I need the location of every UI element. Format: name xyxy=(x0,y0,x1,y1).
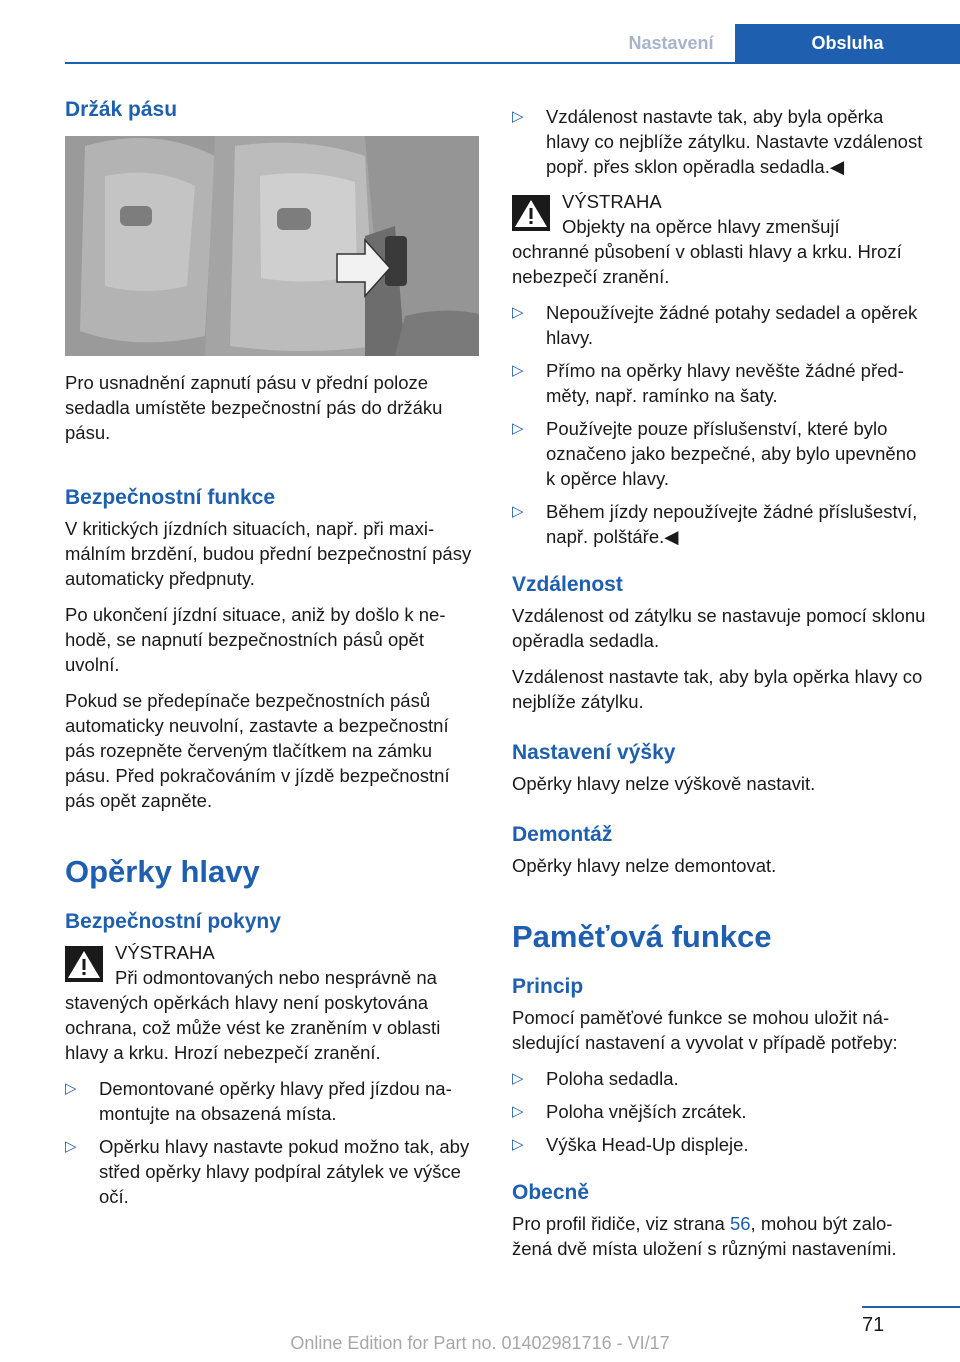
warning-block xyxy=(65,940,479,1065)
heading-distance: Vzdálenost xyxy=(512,573,623,596)
seat-belt-holder-image xyxy=(65,136,479,356)
list-item xyxy=(512,499,926,549)
paragraph-distance-2: Vzdálenost nastavte tak, aby byla opěrka hlavy co nejblíže zátylku. xyxy=(512,666,923,712)
list-item xyxy=(65,1076,479,1126)
warning-text: ochranné působení v oblasti hlavy a krku. Hrozí nebezpečí zranění. xyxy=(512,241,902,287)
heading-safety-instructions: Bezpečnostní pokyny xyxy=(65,910,281,933)
list-item-text: Přímo na opěrky hlavy nevěšte žádné předměty, např. ramínko na šaty. xyxy=(546,360,904,406)
list-item-text: Během jízdy nepoužívejte žádné příslušeství, např. polštáře.◀ xyxy=(546,501,918,547)
paragraph-safety-3: Pokud se předepínače bezpečnostních pásů automaticky neuvolní, zastavte a bezpečnostní pás rozepněte červeným tlačítkem na zámku pásu. Před pokračováním v jízdě bezpečnostní pás opět zapněte. xyxy=(65,690,450,811)
warning-text: stavených opěrkách hlavy není poskytována ochrana, což může vést ke zraněním v oblasti hlavy a krku. Hrozí nebezpečí zranění. xyxy=(65,992,441,1063)
warning-block xyxy=(512,189,926,289)
edition-footer: Online Edition for Part no. 01402981716 - VI/17 xyxy=(290,1333,670,1353)
heading-removal: Demontáž xyxy=(512,823,613,846)
list-item-text: Poloha sedadla. xyxy=(546,1068,679,1089)
paragraph-removal: Opěrky hlavy nelze demontovat. xyxy=(512,855,777,876)
triangle-bullet-icon: ▷ xyxy=(65,1080,77,1097)
header-rule xyxy=(65,62,960,64)
warning-icon xyxy=(512,195,550,231)
warning-text-first-line: Při odmontovaných nebo nesprávně na xyxy=(115,967,437,988)
heading-belt-holder: Držák pásu xyxy=(65,98,178,121)
list-item xyxy=(512,416,926,491)
page-reference-link[interactable]: 56 xyxy=(729,1213,751,1234)
triangle-bullet-icon: ▷ xyxy=(512,304,524,321)
list-item xyxy=(512,104,926,179)
triangle-bullet-icon: ▷ xyxy=(512,1103,524,1120)
left-column xyxy=(65,96,479,1217)
list-item-text: Používejte pouze příslušenství, které bylo označeno jako bezpečné, aby bylo upevněno k opěrce hlavy. xyxy=(546,418,917,489)
list-item-text: Demontované opěrky hlavy před jízdou namontujte na obsazená místa. xyxy=(99,1078,452,1124)
tab-nastaveni[interactable]: Nastavení xyxy=(607,24,735,62)
warning-text-first-line: Objekty na opěrce hlavy zmenšují xyxy=(562,216,840,237)
list-item-text: Poloha vnějších zrcátek. xyxy=(546,1101,747,1122)
triangle-bullet-icon: ▷ xyxy=(512,503,524,520)
general-text-end: , mohou být založená dvě místa uložení s různými nastaveními. xyxy=(512,1213,897,1259)
paragraph-principle: Pomocí paměťové funkce se mohou uložit následující nastavení a vyvolat v případě potřeby: xyxy=(512,1007,898,1053)
heading-principle: Princip xyxy=(512,975,584,998)
list-item xyxy=(512,300,926,350)
warning-title: VÝSTRAHA xyxy=(115,942,215,963)
list-item xyxy=(512,358,926,408)
triangle-bullet-icon: ▷ xyxy=(512,362,524,379)
paragraph-belt-holder: Pro usnadnění zapnutí pásu v přední poloze sedadla umístěte bezpečnostní pás do držáku pásu. xyxy=(65,372,443,443)
list-item xyxy=(512,1066,926,1091)
general-text-start: Pro profil řidiče, viz strana xyxy=(512,1213,730,1234)
triangle-bullet-icon: ▷ xyxy=(512,420,524,437)
list-item xyxy=(512,1099,926,1124)
tab-obsluha[interactable]: Obsluha xyxy=(735,24,960,62)
triangle-bullet-icon: ▷ xyxy=(512,108,524,125)
triangle-bullet-icon: ▷ xyxy=(65,1138,77,1155)
heading-memory-function: Paměťová funkce xyxy=(512,919,772,954)
list-item-text: Nepoužívejte žádné potahy sedadel a opěrek hlavy. xyxy=(546,302,918,348)
paragraph-general xyxy=(512,1211,926,1261)
heading-general: Obecně xyxy=(512,1181,590,1204)
list-item-text: Výška Head-Up displeje. xyxy=(546,1134,749,1155)
list-item-text: Opěrku hlavy nastavte pokud možno tak, aby střed opěrky hlavy podpíral zátylek ve výšce očí. xyxy=(99,1136,470,1207)
paragraph-safety-2: Po ukončení jízdní situace, aniž by došlo k nehodě, se napnutí bezpečnostních pásů opět uvolní. xyxy=(65,604,446,675)
paragraph-height: Opěrky hlavy nelze výškově nastavit. xyxy=(512,773,816,794)
list-item xyxy=(512,1132,926,1157)
triangle-bullet-icon: ▷ xyxy=(512,1070,524,1087)
warning-icon xyxy=(65,946,103,982)
page-number: 71 xyxy=(862,1314,885,1336)
list-item xyxy=(65,1134,479,1209)
right-column xyxy=(512,104,926,1272)
heading-height-adjustment: Nastavení výšky xyxy=(512,741,676,764)
paragraph-distance-1: Vzdálenost od zátylku se nastavuje pomocí sklonu opěradla sedadla. xyxy=(512,605,926,651)
triangle-bullet-icon: ▷ xyxy=(512,1136,524,1153)
chapter-tabs xyxy=(607,24,960,62)
footer-rule xyxy=(862,1306,960,1308)
heading-headrests: Opěrky hlavy xyxy=(65,854,260,889)
paragraph-safety-1: V kritických jízdních situacích, např. při maximálním brzdění, budou přední bezpečnostní pásy automaticky předpnuty. xyxy=(65,518,472,589)
heading-safety-functions: Bezpečnostní funkce xyxy=(65,486,276,509)
warning-title: VÝSTRAHA xyxy=(562,191,662,212)
list-item-text: Vzdálenost nastavte tak, aby byla opěrka hlavy co nejblíže zátylku. Nastavte vzdálenost popř. přes sklon opěradla sedadla.◀ xyxy=(546,106,923,177)
